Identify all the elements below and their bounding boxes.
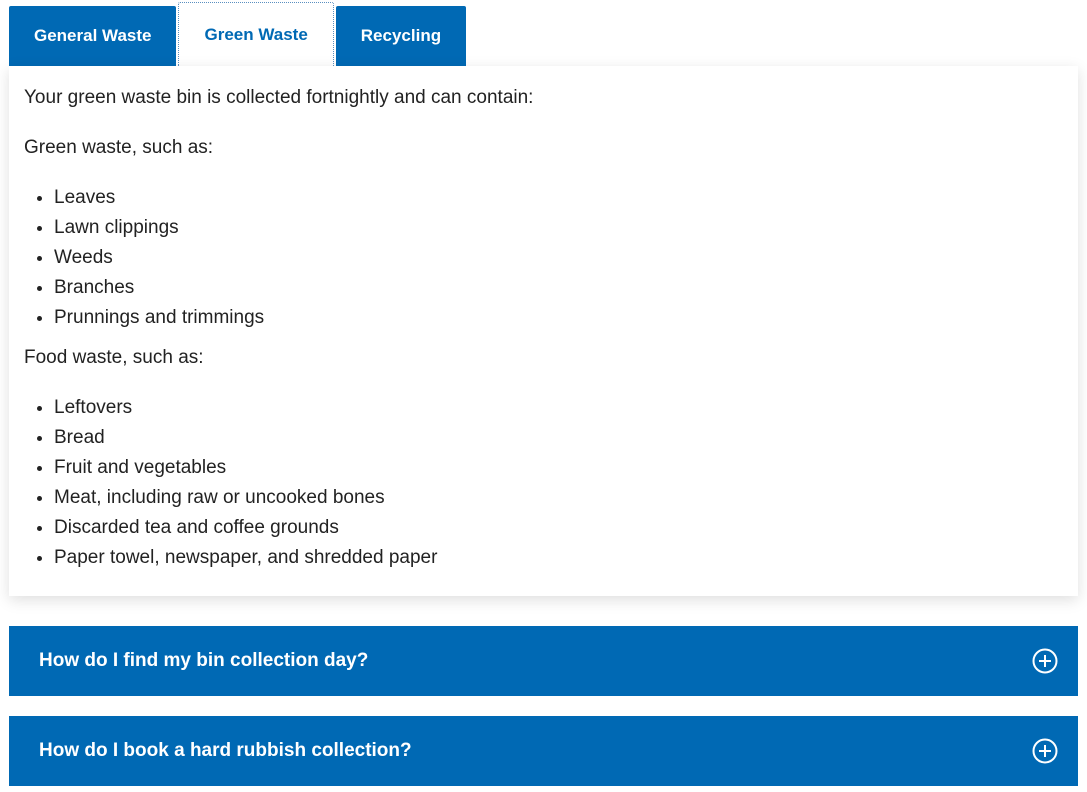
list-item: • Discarded tea and coffee grounds	[54, 513, 1063, 543]
list-item: • Lawn clippings	[54, 213, 1063, 243]
list-item: • Fruit and vegetables	[54, 453, 1063, 483]
accordion-find-collection-day[interactable]	[9, 626, 1078, 696]
list-item: • Bread	[54, 423, 1063, 453]
tab-green-waste[interactable]: Green Waste	[178, 2, 333, 66]
tab-recycling[interactable]: Recycling	[336, 6, 466, 66]
list-item: • Leftovers	[54, 393, 1063, 423]
plus-circle-icon[interactable]	[1032, 738, 1058, 764]
list-item: • Weeds	[54, 243, 1063, 273]
list-item: • Paper towel, newspaper, and shredded paper	[54, 543, 1063, 573]
tab-general-waste[interactable]: General Waste	[9, 6, 176, 66]
tab-panel-green-waste	[9, 66, 1078, 596]
list-item: • Leaves	[54, 183, 1063, 213]
list-item: • Prunnings and trimmings	[54, 303, 1063, 333]
panel-intro: Your green waste bin is collected fortnightly and can contain:	[24, 87, 534, 108]
accordion-label: How do I find my bin collection day?	[39, 650, 369, 671]
plus-circle-icon[interactable]	[1032, 648, 1058, 674]
list-item: • Branches	[54, 273, 1063, 303]
food-waste-heading: Food waste, such as:	[24, 347, 204, 368]
list-item: • Meat, including raw or uncooked bones	[54, 483, 1063, 513]
tab-bar	[9, 6, 466, 66]
accordion-label: How do I book a hard rubbish collection?	[39, 740, 412, 761]
food-waste-list	[24, 393, 1063, 573]
green-waste-heading: Green waste, such as:	[24, 137, 214, 158]
accordion-book-hard-rubbish[interactable]	[9, 716, 1078, 786]
green-waste-list	[24, 183, 1063, 333]
